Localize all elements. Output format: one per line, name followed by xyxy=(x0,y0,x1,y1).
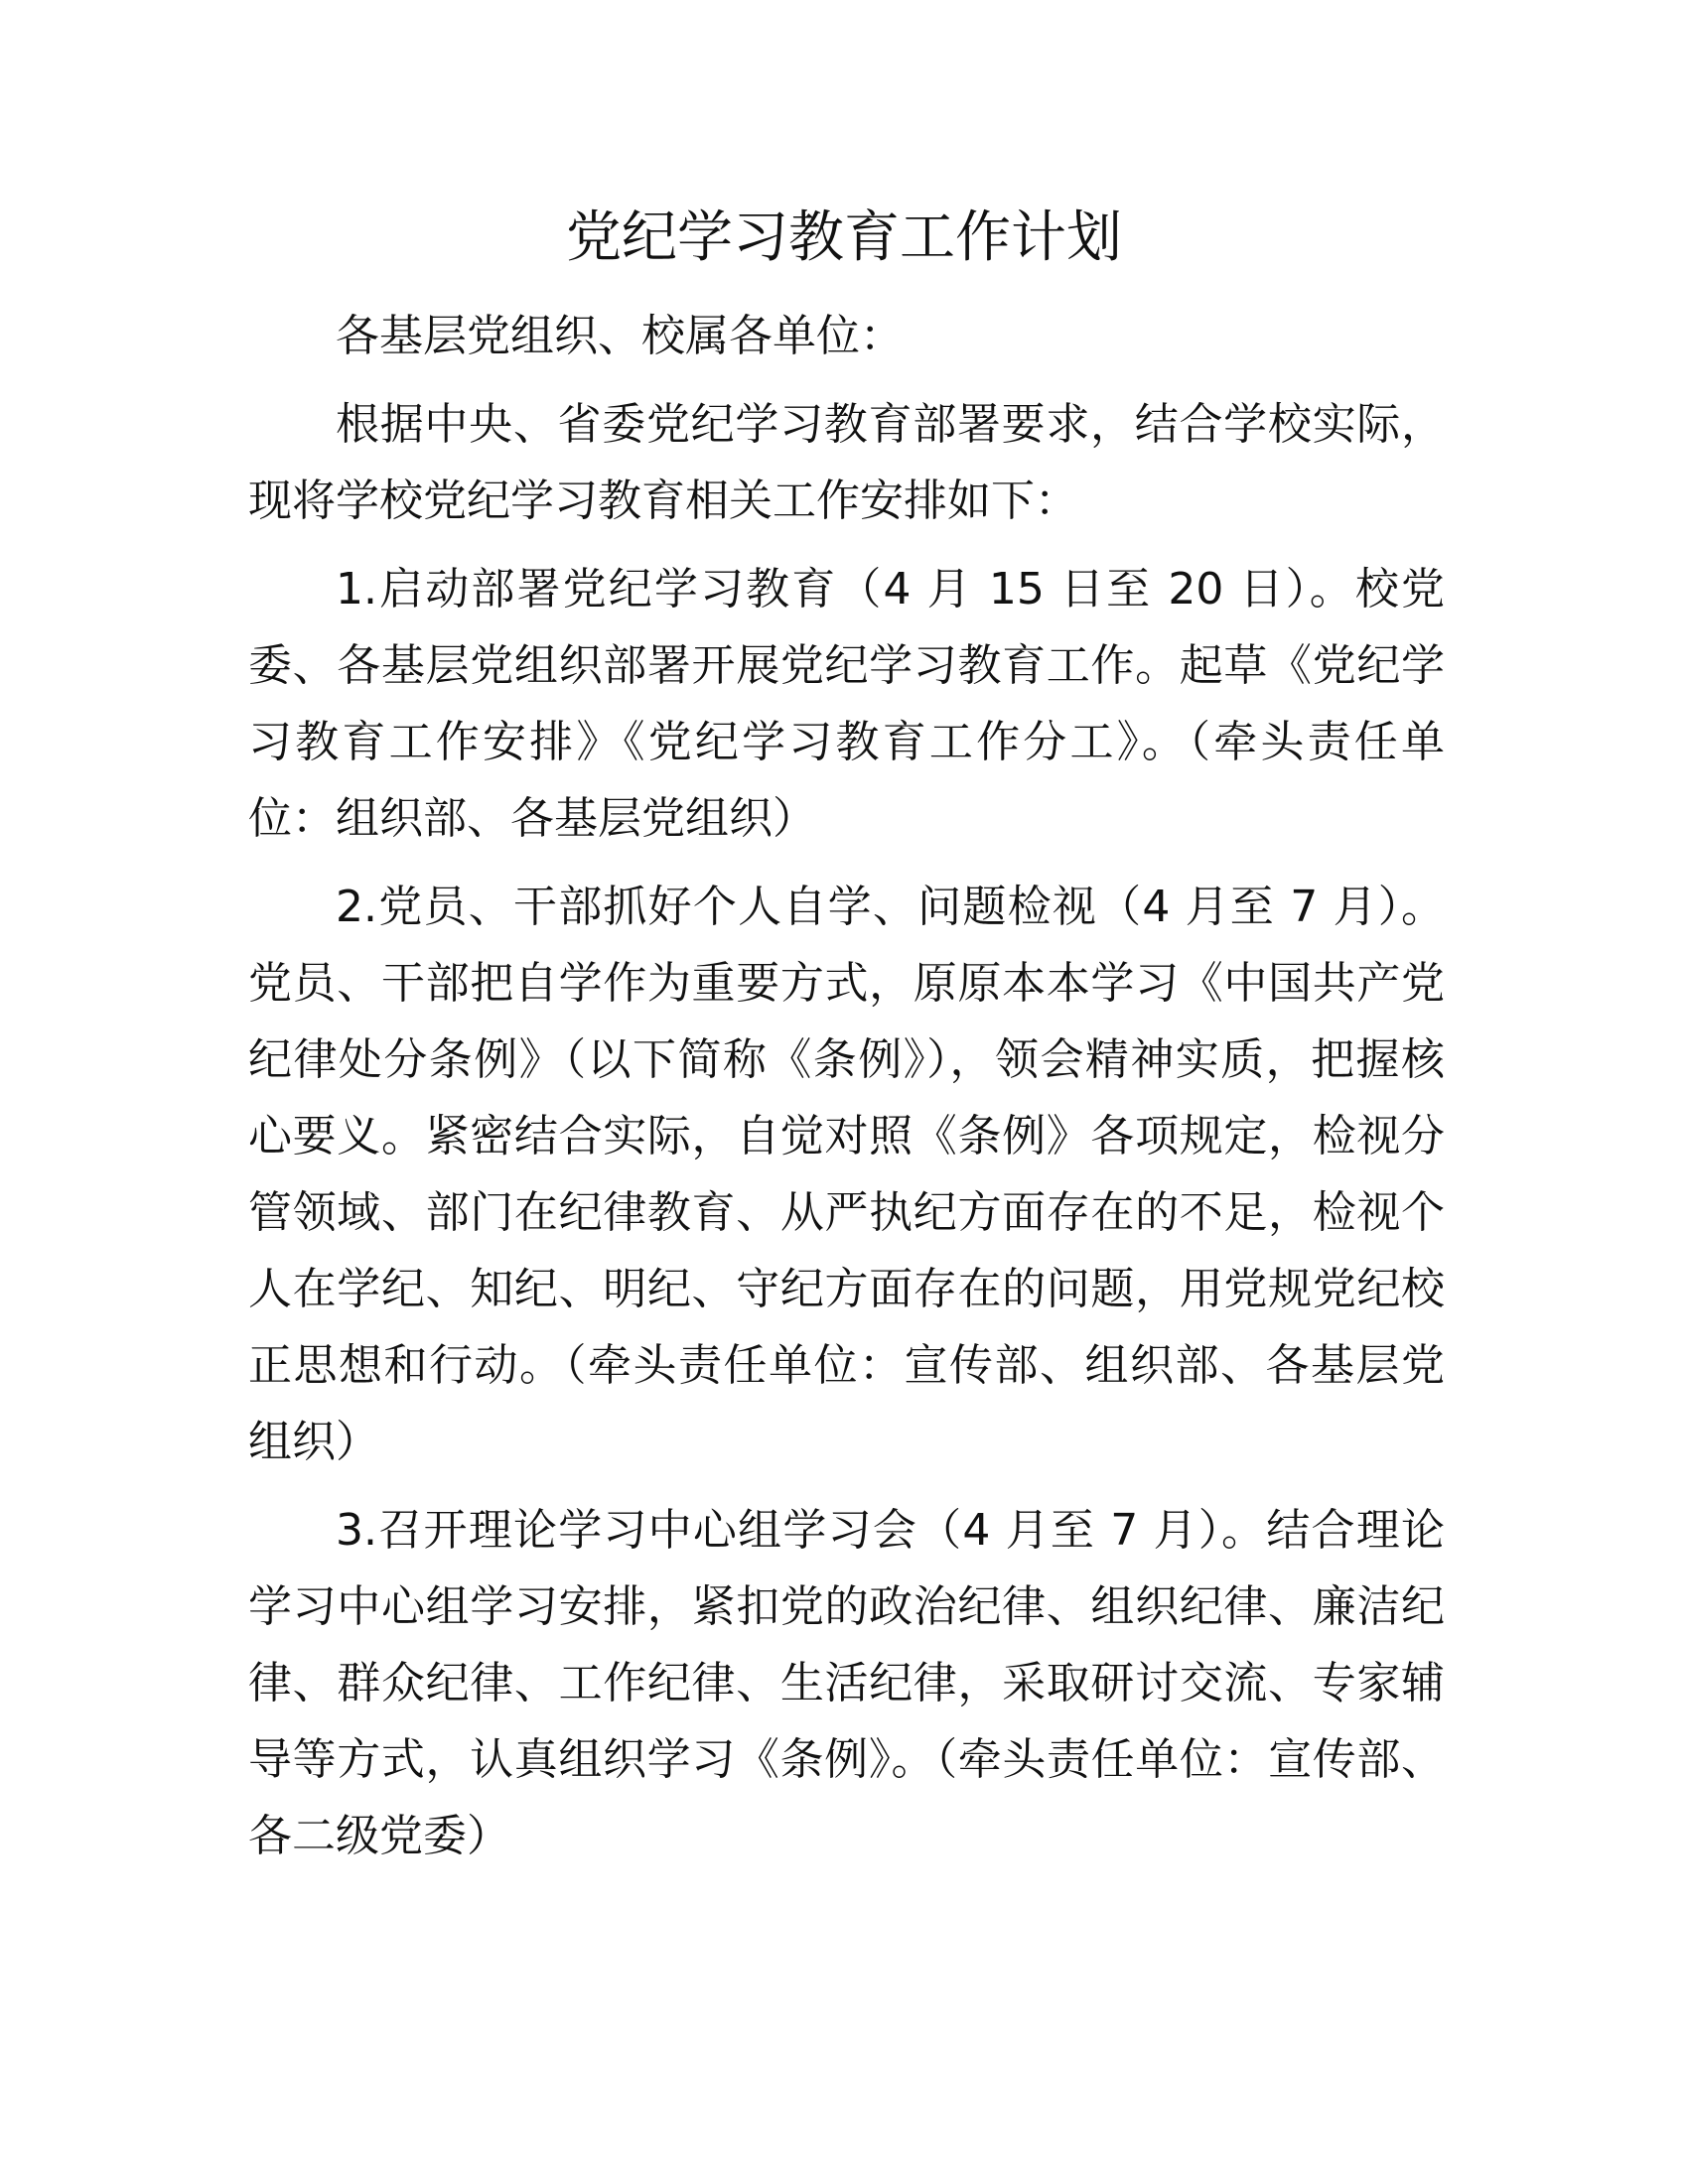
item-3-paragraph: 3.召开理论学习中心组学习会（4 月至 7 月）。结合理论学习中心组学习安排，紧扣党的政治纪律、组织纪律、廉洁纪律、群众纪律、工作纪律、生活纪律，采取研讨交流、专家辅导等方式，认真组织学习《条例》。（牵头责任单位：宣传部、各二级党委） xyxy=(248,1505,1445,1861)
salutation: 各基层党组织、校属各单位： xyxy=(336,311,904,361)
document-body xyxy=(248,298,1445,1886)
item-2-paragraph: 2.党员、干部抓好个人自学、问题检视（4 月至 7 月）。党员、干部把自学作为重要方式，原原本本学习《中国共产党纪律处分条例》（以下简称《条例》），领会精神实质，把握核心要义。紧密结合实际，自觉对照《条例》各项规定，检视分管领域、部门在纪律教育、从严执纪方面存在的不足，检视个人在学纪、知纪、明纪、守纪方面存在的问题，用党规党纪校正思想和行动。（牵头责任单位：宣传部、组织部、各基层党组织） xyxy=(248,882,1445,1467)
item-1-paragraph: 1.启动部署党纪学习教育（4 月 15 日至 20 日）。校党委、各基层党组织部署开展党纪学习教育工作。起草《党纪学习教育工作安排》《党纪学习教育工作分工》。（牵头责任单位：组织部、各基层党组织） xyxy=(248,564,1445,844)
document-title: 党纪学习教育工作计划 xyxy=(566,205,1122,270)
intro-paragraph: 根据中央、省委党纪学习教育部署要求，结合学校实际，现将学校党纪学习教育相关工作安排如下： xyxy=(248,399,1445,526)
